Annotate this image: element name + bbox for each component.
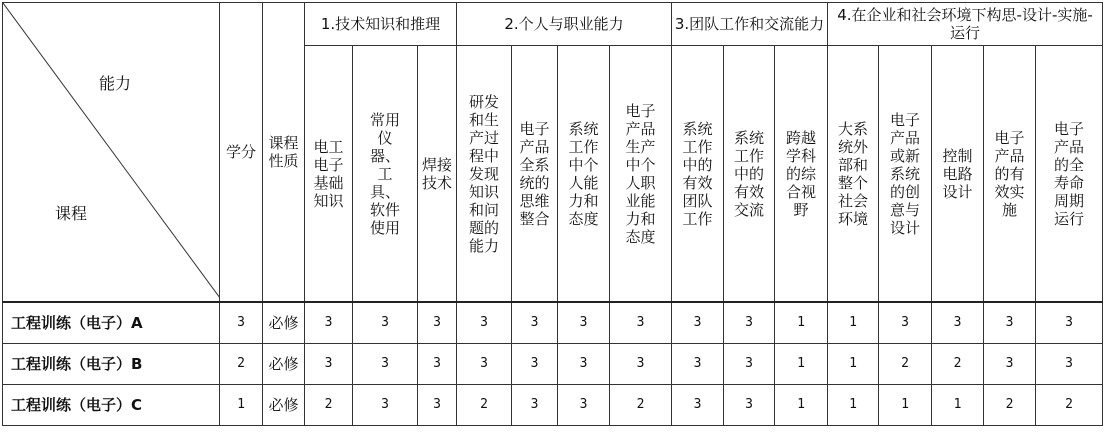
score-cell: 3 — [558, 302, 610, 344]
credit-cell: 1 — [220, 385, 263, 426]
course-label: 课程 — [55, 204, 88, 223]
score-cell: 2 — [457, 385, 512, 426]
course-name-cell: 工程训练（电子）C — [3, 385, 220, 426]
group-header-4: 4.在企业和社会环境下构思-设计-实施-运行 — [828, 3, 1103, 46]
credit-header: 学分 — [220, 3, 263, 303]
score-cell: 1 — [828, 385, 879, 426]
nature-cell: 必修 — [263, 302, 305, 344]
score-cell: 1 — [775, 385, 828, 426]
sub-header: 电子产品或新系统的创意与设计 — [879, 46, 932, 303]
score-cell: 3 — [353, 302, 418, 344]
table-row — [3, 302, 1103, 344]
score-cell: 3 — [610, 344, 672, 385]
score-cell: 3 — [512, 385, 558, 426]
nature-cell: 必修 — [263, 344, 305, 385]
score-cell: 3 — [1036, 344, 1103, 385]
score-cell: 3 — [984, 302, 1036, 344]
score-cell: 3 — [512, 344, 558, 385]
score-cell: 3 — [932, 302, 984, 344]
table-row — [3, 385, 1103, 426]
score-cell: 3 — [457, 344, 512, 385]
score-cell: 3 — [558, 344, 610, 385]
score-cell: 3 — [879, 302, 932, 344]
score-cell: 3 — [305, 344, 353, 385]
sub-header: 控制电路设计 — [932, 46, 984, 303]
sub-header: 电子产品的全寿命周期运行 — [1036, 46, 1103, 303]
sub-header: 常用仪器、工具、软件使用 — [353, 46, 418, 303]
sub-header: 电工电子基础知识 — [305, 46, 353, 303]
sub-header: 系统工作中个人能力和态度 — [558, 46, 610, 303]
sub-header: 系统工作中的有效交流 — [724, 46, 775, 303]
sub-header: 系统工作中的有效团队工作 — [672, 46, 724, 303]
score-cell: 1 — [828, 302, 879, 344]
score-cell: 2 — [305, 385, 353, 426]
score-cell: 3 — [672, 344, 724, 385]
sub-header: 焊接技术 — [418, 46, 457, 303]
score-cell: 1 — [932, 385, 984, 426]
sub-header: 研发和生产过程中发现知识和问题的能力 — [457, 46, 512, 303]
score-cell: 3 — [610, 302, 672, 344]
score-cell: 3 — [724, 385, 775, 426]
group-header-2: 2.个人与职业能力 — [457, 3, 672, 46]
nature-cell: 必修 — [263, 385, 305, 426]
score-cell: 2 — [610, 385, 672, 426]
diagonal-line — [3, 3, 220, 298]
score-cell: 3 — [353, 385, 418, 426]
group-header-3: 3.团队工作和交流能力 — [672, 3, 828, 46]
sub-header: 电子产品生产中个人职业能力和态度 — [610, 46, 672, 303]
credit-cell: 2 — [220, 344, 263, 385]
course-name-cell: 工程训练（电子）B — [3, 344, 220, 385]
score-cell: 1 — [828, 344, 879, 385]
data-rows — [3, 302, 1103, 426]
score-cell: 3 — [305, 302, 353, 344]
score-cell: 3 — [724, 344, 775, 385]
score-cell: 1 — [775, 302, 828, 344]
course-name-cell: 工程训练（电子）A — [3, 302, 220, 344]
credit-cell: 3 — [220, 302, 263, 344]
sub-header: 跨越学科的综合视野 — [775, 46, 828, 303]
competency-matrix — [2, 2, 1102, 442]
competency-table — [2, 2, 1103, 426]
score-cell: 3 — [672, 385, 724, 426]
score-cell: 3 — [984, 344, 1036, 385]
score-cell: 2 — [932, 344, 984, 385]
score-cell: 3 — [418, 385, 457, 426]
score-cell: 2 — [879, 344, 932, 385]
score-cell: 3 — [724, 302, 775, 344]
ability-label: 能力 — [99, 74, 132, 93]
sub-header: 大系统外部和整个社会环境 — [828, 46, 879, 303]
score-cell: 3 — [1036, 302, 1103, 344]
score-cell: 3 — [418, 302, 457, 344]
score-cell: 2 — [1036, 385, 1103, 426]
score-cell: 1 — [879, 385, 932, 426]
score-cell: 2 — [984, 385, 1036, 426]
score-cell: 3 — [558, 385, 610, 426]
score-cell: 3 — [512, 302, 558, 344]
score-cell: 1 — [775, 344, 828, 385]
score-cell: 3 — [457, 302, 512, 344]
nature-header: 课程性质 — [263, 3, 305, 303]
sub-header: 电子产品的有效实施 — [984, 46, 1036, 303]
score-cell: 3 — [418, 344, 457, 385]
score-cell: 3 — [353, 344, 418, 385]
diagonal-header-cell — [3, 3, 220, 303]
score-cell: 3 — [672, 302, 724, 344]
group-header-1: 1.技术知识和推理 — [305, 3, 457, 46]
table-row — [3, 344, 1103, 385]
sub-header: 电子产品全系统的思维整合 — [512, 46, 558, 303]
